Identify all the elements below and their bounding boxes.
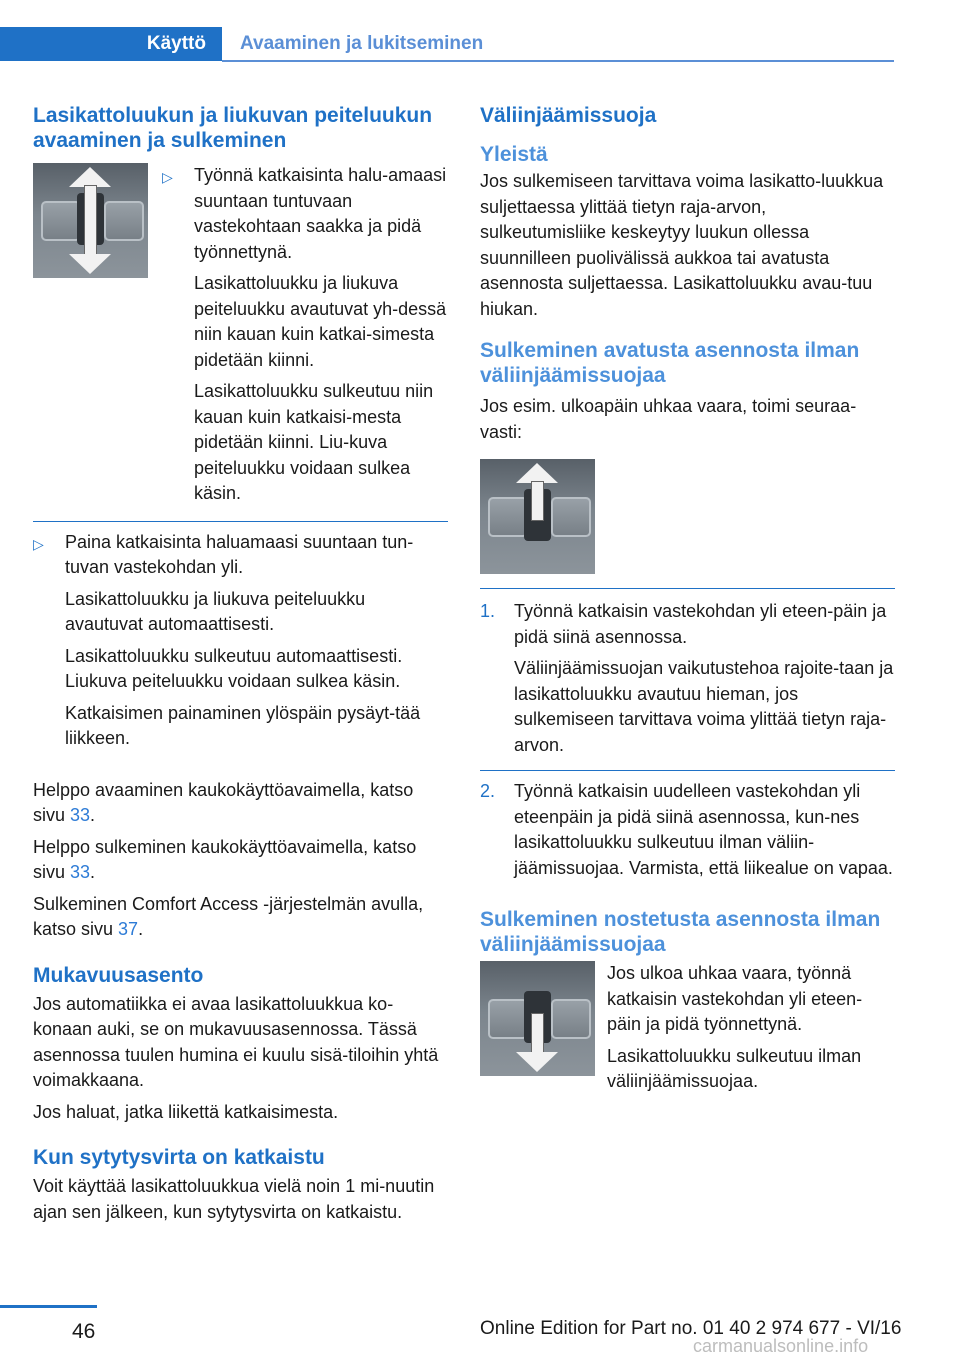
instruction-text: Paina katkaisinta haluamaasi suuntaan tun-tuvan vastekohdan yli. [65, 531, 414, 577]
arrow-up-icon [516, 463, 558, 483]
heading-pinch-protection: Väliinjäämissuoja [480, 104, 657, 127]
reference-paragraph: Helppo avaaminen kaukokäyttöavaimella, katso sivu 33. [33, 779, 414, 825]
step-text: Työnnä katkaisin uudelleen vastekohdan yli eteenpäin ja pidä siinä asennossa, kun-nes lasikattoluukku sulkeutuu ilman väliin-jäämissuojaa. Varmista, että liikealue on vapaa. [514, 781, 893, 878]
page-link[interactable]: 33 [70, 805, 91, 825]
right-column [480, 103, 895, 1101]
instruction-text: Työnnä katkaisinta halu-amaasi suuntaan tuntuvaan vastekohtaan saakka ja pidä työnnettynä. [194, 165, 447, 262]
instruction-text: Lasikattoluukku ja liukuva peiteluukku avautuvat yh-dessä niin kauan kuin katkai-simesta pidetään kiinni. [194, 273, 447, 370]
page-link[interactable]: 37 [118, 919, 139, 939]
header-rule [222, 60, 894, 62]
instruction-text: Lasikattoluukku sulkeutuu automaattisesti. Liukuva peiteluukku voidaan sulkea käsin. [65, 645, 403, 691]
body-text: Jos automatiikka ei avaa lasikattoluukkua ko-konaan auki, se on mukavuusasennossa. Tässä asennossa tuulen humina ei kuulu sisä-tiloihin yhtä voimakkaana. [33, 993, 439, 1090]
arrow-down-icon [69, 254, 111, 274]
divider [480, 588, 895, 589]
reference-paragraph: Sulkeminen Comfort Access -järjestelmän avulla, katso sivu 37. [33, 893, 424, 939]
body-text: Jos haluat, jatka liikettä katkaisimesta. [33, 1101, 339, 1122]
footer-rule [0, 1305, 97, 1308]
step-number: 2. [480, 781, 496, 801]
body-text: Voit käyttää lasikattoluukkua vielä noin 1 mi-nuutin ajan sen jälkeen, kun sytytysvirta on katkaistu. [33, 1176, 435, 1222]
triangle-bullet-icon: ▷ [162, 169, 173, 185]
body-text: Jos ulkoa uhkaa vaara, työnnä katkaisin vastekohdan yli eteen-päin ja pidä työnnettynä. [607, 963, 863, 1034]
step-item [480, 779, 895, 893]
page-link[interactable]: 33 [70, 862, 91, 882]
step-item [480, 599, 895, 771]
instruction-text: Katkaisimen painaminen ylöspäin pysäyt-tää liikkeen. [65, 702, 421, 748]
instruction-item [33, 530, 448, 766]
body-text: Lasikattoluukku sulkeutuu ilman väliinjäämissuojaa. [607, 1045, 862, 1091]
page-number: 46 [72, 1320, 96, 1343]
left-column [33, 103, 448, 1231]
heading-close-from-open: Sulkeminen avatusta asennosta ilman väliinjäämissuojaa [480, 339, 860, 387]
instruction-text: Lasikattoluukku ja liukuva peiteluukku avautuvat automaattisesti. [65, 588, 366, 634]
roof-switch-image [480, 961, 595, 1076]
triangle-bullet-icon: ▷ [33, 535, 44, 552]
step-number: 1. [480, 601, 496, 621]
chapter-tab[interactable] [0, 27, 222, 61]
step-text: Väliinjäämissuojan vaikutustehoa rajoite-taan ja lasikattoluukku avautuu hieman, jos sulkemiseen tarvittava voima ylittää tietyn raja-arvon. [514, 658, 894, 755]
instruction-text: Lasikattoluukku sulkeutuu niin kauan kuin katkaisi-mesta pidetään kiinni. Liu-kuva peiteluukku voidaan sulkea käsin. [194, 381, 434, 503]
roof-switch-image [480, 459, 595, 574]
arrow-down-icon [516, 1052, 558, 1072]
chapter-label: Käyttö [146, 33, 206, 54]
roof-switch-image [33, 163, 148, 278]
watermark: carmanualsonline.info [693, 1336, 869, 1356]
heading-ignition: Kun sytytysvirta on katkaistu [33, 1146, 325, 1169]
body-text: Jos sulkemiseen tarvittava voima lasikatto-luukkua suljettaessa ylittää tietyn raja-arvon, sulkeutumisliike keskeytyy luukun ollessa suunnilleen puolivälissä aukkoa tai avatusta asennosta suljettaessa. Lasikattoluukku avau-tuu hiukan. [480, 171, 884, 319]
section-title: Avaaminen ja lukitseminen [240, 33, 484, 54]
heading-open-close: Lasikattoluukun ja liukuvan peiteluukun avaaminen ja sulkeminen [33, 104, 433, 152]
instruction-item [33, 163, 448, 522]
heading-close-from-raised: Sulkeminen nostetusta asennosta ilman väliinjäämissuojaa [480, 908, 881, 956]
edition-note: Online Edition for Part no. 01 40 2 974 677 - VI/16 [480, 1318, 902, 1339]
step-text: Työnnä katkaisin vastekohdan yli eteen-päin ja pidä siinä asennossa. [514, 601, 887, 647]
heading-comfort: Mukavuusasento [33, 963, 204, 987]
heading-general: Yleistä [480, 143, 548, 166]
reference-paragraph: Helppo sulkeminen kaukokäyttöavaimella, katso sivu 33. [33, 836, 417, 882]
arrow-up-icon [69, 167, 111, 187]
body-text: Jos esim. ulkoapäin uhkaa vaara, toimi seuraa-vasti: [480, 396, 857, 442]
